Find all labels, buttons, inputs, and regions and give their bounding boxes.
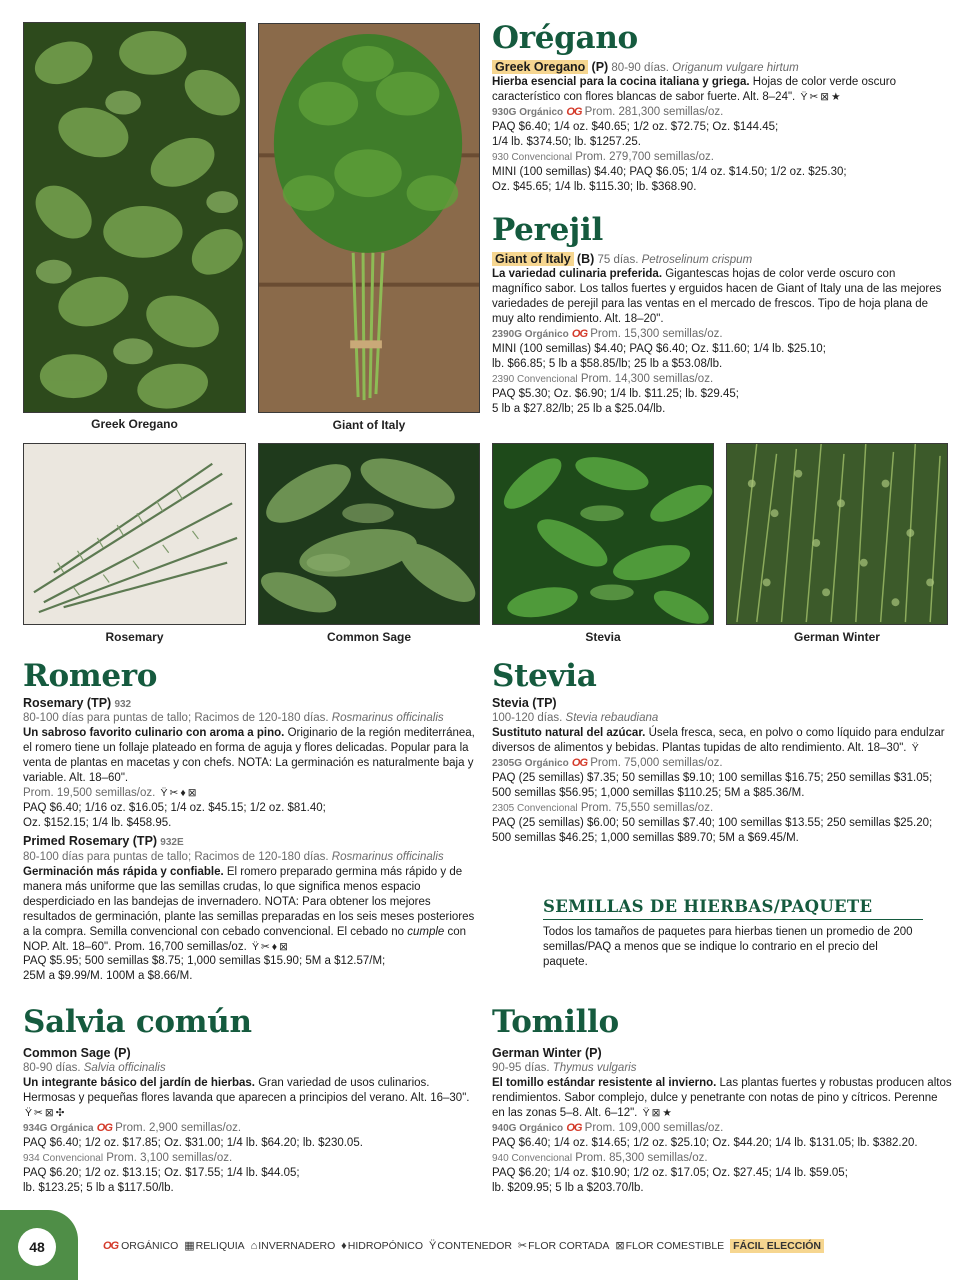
stevia-organic-prices-2: 500 semillas $56.95; 1,000 semillas $110.25; 5M a $85.36/M. xyxy=(492,787,805,800)
greenhouse-icon: ⌂ xyxy=(250,1240,258,1252)
organic-mark-icon: OG xyxy=(571,328,588,341)
container-icon: Ϋ xyxy=(251,940,259,953)
perejil-variety-name: Giant of Italy xyxy=(492,252,574,266)
stevia-caption: Stevia xyxy=(585,630,621,644)
legend-organico: ORGÁNICO xyxy=(121,1240,179,1252)
perejil-days: 75 días. xyxy=(597,253,639,266)
common-sage-photo xyxy=(258,443,480,625)
stevia-conv-code: 2305 Convencional xyxy=(492,803,578,815)
oregano-days: 80-90 días. xyxy=(611,61,669,74)
edible-flower-icon: ⊠ xyxy=(187,787,197,800)
stevia-organic-seeds: Prom. 75,000 semillas/oz. xyxy=(590,757,723,770)
oregano-conv-prices-2: Oz. $45.65; 1/4 lb. $115.30; lb. $368.90. xyxy=(492,181,697,194)
oregano-conv-prices-1: MINI (100 semillas) $4.40; PAQ $6.05; 1/4 oz. $14.50; 1/2 oz. $25.30; xyxy=(492,166,847,179)
legend-flor-cortada: FLOR CORTADA xyxy=(528,1240,610,1252)
primed-rosemary-prices-1: PAQ $5.95; 500 semillas $8.75; 1,000 semillas $15.90; 5M a $12.57/M; xyxy=(23,955,386,968)
packet-info-box xyxy=(543,896,923,970)
icon-legend xyxy=(103,1239,827,1254)
primed-rosemary-lead: Germinación más rápida y confiable. xyxy=(23,865,224,878)
rosemary-seeds: Prom. 19,500 semillas/oz. xyxy=(23,787,156,800)
tomillo-conv-code: 940 Convencional xyxy=(492,1153,573,1165)
primed-rosemary-scientific: Rosmarinus officinalis xyxy=(331,850,444,863)
easy-choice-icon: ★ xyxy=(662,1107,672,1120)
rosemary-prices-1: PAQ $6.40; 1/16 oz. $16.05; 1/4 oz. $45.15; 1/2 oz. $81.40; xyxy=(23,802,326,815)
easy-choice-icon: ★ xyxy=(831,91,841,104)
oregano-desc: Hojas de color verde oscuro característico con flores blancas de sabor fuerte. Alt. 8–24". xyxy=(492,76,896,104)
salvia-organic-code: 934G Orgánica xyxy=(23,1123,94,1135)
rosemary-variety-name: Rosemary (TP) xyxy=(23,695,112,710)
german-winter-variety-name: German Winter (P) xyxy=(492,1045,602,1060)
salvia-conv-seeds: Prom. 3,100 semillas/oz. xyxy=(106,1152,233,1165)
oregano-type: (P) xyxy=(591,59,609,74)
stevia-scientific: Stevia rebaudiana xyxy=(565,712,659,725)
tomillo-organic-prices-1: PAQ $6.40; 1/4 oz. $14.65; 1/2 oz. $25.10; Oz. $44.20; 1/4 lb. $131.05; lb. $382.20. xyxy=(492,1137,918,1150)
rosemary-lead: Un sabroso favorito culinario con aroma a pino. xyxy=(23,727,285,740)
packet-info-text: Todos los tamaños de paquetes para hierbas tienen un promedio de 200 semillas/PAQ a menos que se indique lo contrario en el precio del paquete. xyxy=(543,926,913,969)
perejil-type: (B) xyxy=(576,251,595,266)
perejil-organic-prices-2: lb. $66.85; 5 lb a $58.85/lb; 25 lb a $53.08/lb. xyxy=(492,358,723,371)
tomillo-desc: Las plantas fuertes y robustas producen altos rendimientos. Sabor complejo, dulce y penetrante con notas de pino y cítricos. Perenne en las zonas 5–8. Alt. 6–12". xyxy=(492,1077,952,1120)
tomillo-conv-seeds: Prom. 85,300 semillas/oz. xyxy=(575,1152,708,1165)
stevia-organic-code: 2305G Orgánico xyxy=(492,758,569,770)
tomillo-organic-code: 940G Orgánico xyxy=(492,1123,564,1135)
tomillo-conv-prices-2: lb. $209.95; 5 lb a $203.70/lb. xyxy=(492,1181,644,1194)
oregano-organic-seeds: Prom. 281,300 semillas/oz. xyxy=(584,106,724,119)
edible-flower-icon: ⊠ xyxy=(820,91,830,104)
perejil-conv-seeds: Prom. 14,300 semillas/oz. xyxy=(580,373,714,386)
rosemary-prices-2: Oz. $152.15; 1/4 lb. $458.95. xyxy=(23,817,172,830)
edible-flower-icon: ⊠ xyxy=(44,1107,54,1120)
salvia-conv-code: 934 Convencional xyxy=(23,1153,104,1165)
legend-invernadero: INVERNADERO xyxy=(258,1240,336,1252)
stevia-photo xyxy=(492,443,714,625)
container-icon: Ϋ xyxy=(911,742,919,755)
rosemary-code: 932 xyxy=(114,698,132,710)
edible-flower-icon: ⊠ xyxy=(615,1240,625,1252)
perejil-lead: La variedad culinaria preferida. xyxy=(492,268,663,281)
salvia-conv-prices-2: lb. $123.25; 5 lb a $117.50/lb. xyxy=(23,1181,174,1194)
container-icon: Ϋ xyxy=(642,1107,650,1120)
oregano-organic-code: 930G Orgánico xyxy=(492,107,564,119)
legend-reliquia: RELIQUIA xyxy=(195,1240,245,1252)
oregano-conv-code: 930 Convencional xyxy=(492,152,573,164)
stevia-section xyxy=(492,660,952,846)
hydroponic-icon: ♦ xyxy=(341,1240,347,1252)
rosemary-scientific: Rosmarinus officinalis xyxy=(331,712,444,725)
tomillo-lead: El tomillo estándar resistente al invierno. xyxy=(492,1077,717,1090)
primed-rosemary-code: 932E xyxy=(160,836,184,848)
stevia-title: Stevia xyxy=(492,658,597,694)
organic-mark-icon: OG xyxy=(96,1122,112,1135)
oregano-organic-prices-1: PAQ $6.40; 1/4 oz. $40.65; 1/2 oz. $72.75; Oz. $144.45; xyxy=(492,121,779,134)
organic-mark-icon: OG xyxy=(571,757,588,770)
stevia-lead: Sustituto natural del azúcar. xyxy=(492,727,646,740)
primed-rosemary-prices-2: 25M a $9.99/M. 100M a $8.66/M. xyxy=(23,970,193,983)
primed-rosemary-desc-b: con NOP. Alt. 18–60". Prom. 16,700 semillas/oz. xyxy=(23,925,467,953)
perejil-conv-code: 2390 Convencional xyxy=(492,374,578,386)
common-sage-caption: Common Sage xyxy=(326,630,411,644)
greek-oregano-caption: Greek Oregano xyxy=(91,417,178,431)
stevia-conv-prices-2: 500 semillas $46.25; 1,000 semillas $89.70; 5M a $69.45/M. xyxy=(492,831,799,844)
packet-info-title: SEMILLAS DE HIERBAS/PAQUETE xyxy=(543,896,923,920)
oregano-organic-prices-2: 1/4 lb. $374.50; lb. $1257.25. xyxy=(492,136,641,149)
salvia-organic-prices-1: PAQ $6.40; 1/2 oz. $17.85; Oz. $31.00; 1/4 lb. $64.20; lb. $230.05. xyxy=(23,1137,363,1150)
cut-flower-icon: ✂ xyxy=(517,1240,528,1252)
container-icon: Ϋ xyxy=(160,787,168,800)
salvia-days: 80-90 días. xyxy=(23,1062,81,1075)
oregano-scientific: Origanum vulgare hirtum xyxy=(672,61,799,74)
legend-flor-comestible: FLOR COMESTIBLE xyxy=(625,1240,725,1252)
perejil-section xyxy=(492,214,947,417)
cut-flower-icon: ✂ xyxy=(809,91,819,104)
stevia-days: 100-120 días. xyxy=(492,712,563,725)
container-icon: Ϋ xyxy=(25,1107,33,1120)
tomillo-days: 90-95 días. xyxy=(492,1062,550,1075)
organic-mark-icon: OG xyxy=(566,1122,582,1135)
salvia-conv-prices-1: PAQ $6.20; 1/2 oz. $13.15; Oz. $17.55; 1/4 lb. $44.05; xyxy=(23,1167,300,1180)
rosemary-caption: Rosemary xyxy=(105,630,164,644)
edible-flower-icon: ⊠ xyxy=(279,940,288,953)
heirloom-icon: ▦ xyxy=(184,1240,195,1252)
pollinator-icon: ✣ xyxy=(55,1107,65,1120)
tomillo-conv-prices-1: PAQ $6.20; 1/4 oz. $10.90; 1/2 oz. $17.05; Oz. $27.45; 1/4 lb. $59.05; xyxy=(492,1167,848,1180)
legend-facil-eleccion: FÁCIL ELECCIÓN xyxy=(730,1239,824,1253)
perejil-organic-prices-1: MINI (100 semillas) $4.40; PAQ $6.40; Oz. $11.60; 1/4 lb. $25.10; xyxy=(492,343,826,356)
perejil-conv-prices-1: PAQ $5.30; Oz. $6.90; 1/4 lb. $11.25; lb. $29.45; xyxy=(492,387,739,400)
cut-flower-icon: ✂ xyxy=(34,1107,43,1120)
cut-flower-icon: ✂ xyxy=(169,787,179,800)
hydroponic-icon: ♦ xyxy=(271,940,278,953)
legend-contenedor: CONTENEDOR xyxy=(437,1240,512,1252)
rosemary-photo xyxy=(23,443,246,625)
salvia-organic-seeds: Prom. 2,900 semillas/oz. xyxy=(115,1122,242,1135)
tomillo-scientific: Thymus vulgaris xyxy=(552,1062,637,1075)
salvia-title: Salvia común xyxy=(23,1004,252,1040)
perejil-title: Perejil xyxy=(492,212,603,248)
primed-rosemary-days: 80-100 días para puntas de tallo; Racimos de 120-180 días. xyxy=(23,850,329,863)
romero-title: Romero xyxy=(23,658,158,694)
legend-hidroponico: HIDROPÓNICO xyxy=(347,1240,424,1252)
container-icon: Ϋ xyxy=(428,1240,437,1252)
tomillo-section xyxy=(492,1006,952,1196)
salvia-lead: Un integrante básico del jardín de hierbas. xyxy=(23,1077,255,1090)
common-sage-variety-name: Common Sage (P) xyxy=(23,1045,131,1060)
stevia-variety-name: Stevia (TP) xyxy=(492,695,557,710)
salvia-section xyxy=(23,1006,478,1196)
perejil-organic-code: 2390G Orgánico xyxy=(492,329,569,341)
page-number: 48 xyxy=(18,1228,56,1266)
container-icon: Ϋ xyxy=(800,91,808,104)
rosemary-desc: Originario de la región mediterránea, el romero tiene un follaje plateado en forma de aguja y flores delicadas. Popular para la venta de plantas en macetas y con chefs. NOTA: La germinación es naturalmente baja y variable. Alt. 18–60". xyxy=(23,727,475,785)
cut-flower-icon: ✂ xyxy=(260,940,270,953)
edible-flower-icon: ⊠ xyxy=(651,1107,661,1120)
oregano-section xyxy=(492,22,947,195)
salvia-scientific: Salvia officinalis xyxy=(83,1062,166,1075)
tomillo-organic-seeds: Prom. 109,000 semillas/oz. xyxy=(584,1122,724,1135)
salvia-desc: Gran variedad de usos culinarios. Hermosas y pequeñas flores lavanda que aparecen a principios del verano. Alt. 16–30". xyxy=(23,1077,470,1105)
greek-oregano-photo xyxy=(23,22,246,413)
giant-of-italy-caption: Giant of Italy xyxy=(332,418,406,432)
stevia-organic-prices-1: PAQ (25 semillas) $7.35; 50 semillas $9.10; 100 semillas $16.75; 250 semillas $31.05; xyxy=(492,772,933,785)
primed-rosemary-desc-a: El romero preparado germina más rápido y de manera más uniforme que las semillas crudas, lo que significa menos espacio desperdiciado en las bandejas de invernadero. NOTA: Para obtener los mejores resultados de germinación, plante las semillas preparadas en los seis meses posteriores a la compra. Semilla convencional con cebado convencional. El cebado no xyxy=(23,865,475,938)
perejil-conv-prices-2: 5 lb a $27.82/lb; 25 lb a $25.04/lb. xyxy=(492,402,666,415)
stevia-conv-prices-1: PAQ (25 semillas) $6.00; 50 semillas $7.40; 100 semillas $13.55; 250 semillas $25.20; xyxy=(492,817,933,830)
primed-rosemary-variety-name: Primed Rosemary (TP) xyxy=(23,833,158,848)
giant-of-italy-photo xyxy=(258,23,480,413)
primed-rosemary-desc-em: cumple xyxy=(407,925,445,938)
tomillo-title: Tomillo xyxy=(492,1004,619,1040)
german-winter-photo xyxy=(726,443,948,625)
rosemary-days: 80-100 días para puntas de tallo; Racimos de 120-180 días. xyxy=(23,712,329,725)
oregano-lead: Hierba esencial para la cocina italiana y griega. xyxy=(492,76,750,89)
romero-section xyxy=(23,660,478,984)
hydroponic-icon: ♦ xyxy=(180,787,186,800)
organic-mark-icon: OG xyxy=(566,106,582,119)
perejil-organic-seeds: Prom. 15,300 semillas/oz. xyxy=(590,328,723,341)
perejil-desc: Gigantescas hojas de color verde oscuro con magnífico sabor. Los tallos fuertes y erguidos hacen de Giant of Italy una de las mejores variedades de perejil para las ventas en el mercado de frescos. Tipo de hoja plana de muy alto rendimiento. Alt. 18–20". xyxy=(492,268,942,326)
organic-mark-icon: OG xyxy=(103,1240,119,1252)
stevia-desc: Úsela fresca, seca, en polvo o como líquido para endulzar diversos de alimentos y bebidas. Plantas tupidas de alto rendimiento. Alt. 18–30". xyxy=(492,727,945,755)
german-winter-caption: German Winter xyxy=(794,630,880,644)
stevia-conv-seeds: Prom. 75,550 semillas/oz. xyxy=(580,802,714,815)
perejil-scientific: Petroselinum crispum xyxy=(641,253,753,266)
oregano-title: Orégano xyxy=(492,20,638,56)
oregano-variety-name: Greek Oregano xyxy=(492,60,588,74)
oregano-conv-seeds: Prom. 279,700 semillas/oz. xyxy=(575,151,714,164)
